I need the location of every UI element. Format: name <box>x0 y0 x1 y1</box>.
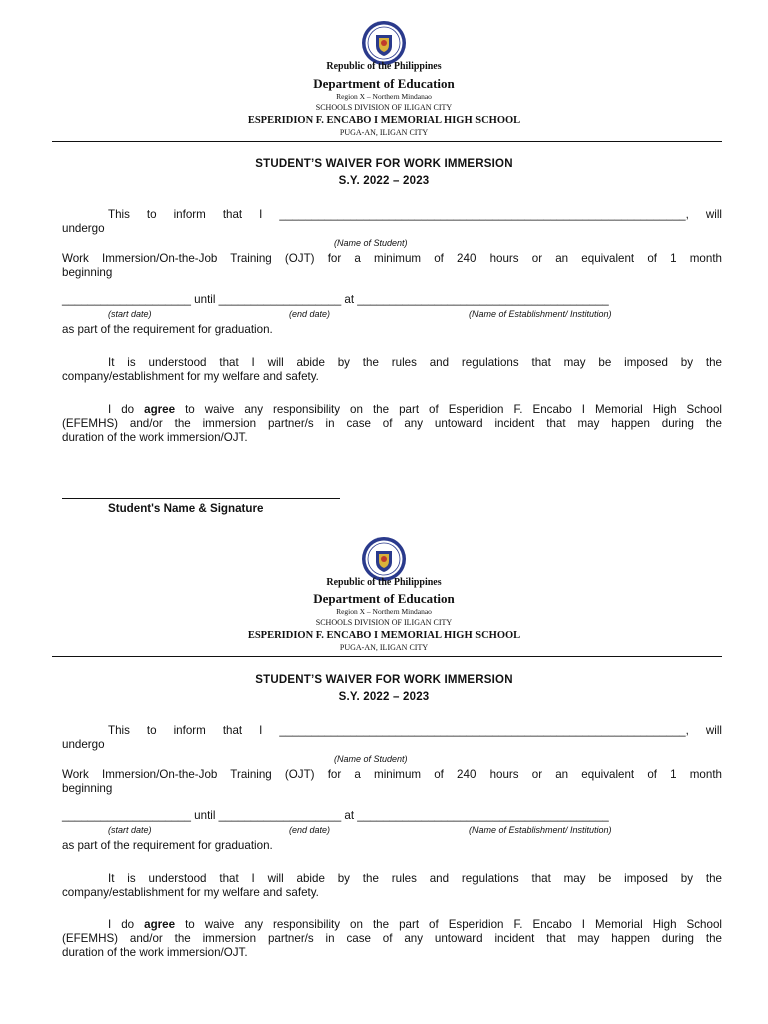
training-line-cont: beginning <box>62 266 113 279</box>
header-department: Department of Education <box>313 591 455 606</box>
rules-paragraph: It is understood that I will abide by the rules and regulations that may be imposed by the <box>108 872 722 885</box>
rules-paragraph: It is understood that I will abide by the rules and regulations that may be imposed by the <box>108 356 722 369</box>
caption-end-date: (end date) <box>289 825 331 835</box>
form-title: STUDENT’S WAIVER FOR WORK IMMERSION <box>255 158 513 170</box>
training-line-cont: beginning <box>62 782 113 795</box>
agree-paragraph: I do agree to waive any responsibility on the part of Esperidion F. Encabo I Memorial High School <box>108 403 722 416</box>
caption-name-of-student: (Name of Student) <box>334 238 408 248</box>
header-region: Region X – Northern Mindanao <box>336 607 432 616</box>
header-republic: Republic of the Philippines <box>326 577 442 588</box>
deped-seal-icon <box>361 20 407 66</box>
caption-start-date: (start date) <box>108 825 152 835</box>
header-region: Region X – Northern Mindanao <box>336 92 432 101</box>
dates-line: ____________________ until ___________________ at _______________________________________ <box>62 809 609 822</box>
intro-line: This to inform that I _______________________________________________________________, will <box>108 208 722 221</box>
signature-label: Student's Name & Signature <box>108 502 264 515</box>
rules-paragraph-cont: company/establishment for my welfare and safety. <box>62 370 319 383</box>
header-republic: Republic of the Philippines <box>326 61 442 72</box>
header-divider <box>52 656 722 657</box>
header-school: ESPERIDION F. ENCABO I MEMORIAL HIGH SCHOOL <box>247 630 521 641</box>
form-title: STUDENT’S WAIVER FOR WORK IMMERSION <box>255 674 513 686</box>
header-division: SCHOOLS DIVISION OF ILIGAN CITY <box>315 103 453 112</box>
agree-paragraph: I do agree to waive any responsibility on the part of Esperidion F. Encabo I Memorial High School <box>108 918 722 931</box>
header-address: PUGA-AN, ILIGAN CITY <box>339 128 429 137</box>
header-school: ESPERIDION F. ENCABO I MEMORIAL HIGH SCHOOL <box>247 115 521 126</box>
graduation-line: as part of the requirement for graduation. <box>62 323 273 336</box>
training-line: Work Immersion/On-the-Job Training (OJT) for a minimum of 240 hours or an equivalent of 1 month <box>62 252 722 265</box>
caption-establishment: (Name of Establishment/ Institution) <box>469 309 612 319</box>
caption-name-of-student: (Name of Student) <box>334 754 408 764</box>
caption-start-date: (start date) <box>108 309 152 319</box>
header-department: Department of Education <box>313 76 455 91</box>
header-divider <box>52 141 722 142</box>
form-school-year: S.Y. 2022 – 2023 <box>338 691 430 703</box>
agree-paragraph-line3: duration of the work immersion/OJT. <box>62 946 248 959</box>
intro-line-cont: undergo <box>62 738 105 751</box>
header-address: PUGA-AN, ILIGAN CITY <box>339 643 429 652</box>
agree-paragraph-line3: duration of the work immersion/OJT. <box>62 431 248 444</box>
graduation-line: as part of the requirement for graduation. <box>62 839 273 852</box>
deped-seal-icon <box>361 536 407 582</box>
agree-paragraph-line2: (EFEMHS) and/or the immersion partner/s in case of any untoward incident that may happen during the <box>62 417 722 430</box>
agree-paragraph-line2: (EFEMHS) and/or the immersion partner/s in case of any untoward incident that may happen during the <box>62 932 722 945</box>
signature-line <box>62 498 340 499</box>
training-line: Work Immersion/On-the-Job Training (OJT) for a minimum of 240 hours or an equivalent of 1 month <box>62 768 722 781</box>
header-division: SCHOOLS DIVISION OF ILIGAN CITY <box>315 618 453 627</box>
caption-end-date: (end date) <box>289 309 331 319</box>
dates-line: ____________________ until ___________________ at _______________________________________ <box>62 293 609 306</box>
intro-line: This to inform that I _______________________________________________________________, will <box>108 724 722 737</box>
intro-line-cont: undergo <box>62 222 105 235</box>
rules-paragraph-cont: company/establishment for my welfare and safety. <box>62 886 319 899</box>
form-school-year: S.Y. 2022 – 2023 <box>338 175 430 187</box>
caption-establishment: (Name of Establishment/ Institution) <box>469 825 612 835</box>
